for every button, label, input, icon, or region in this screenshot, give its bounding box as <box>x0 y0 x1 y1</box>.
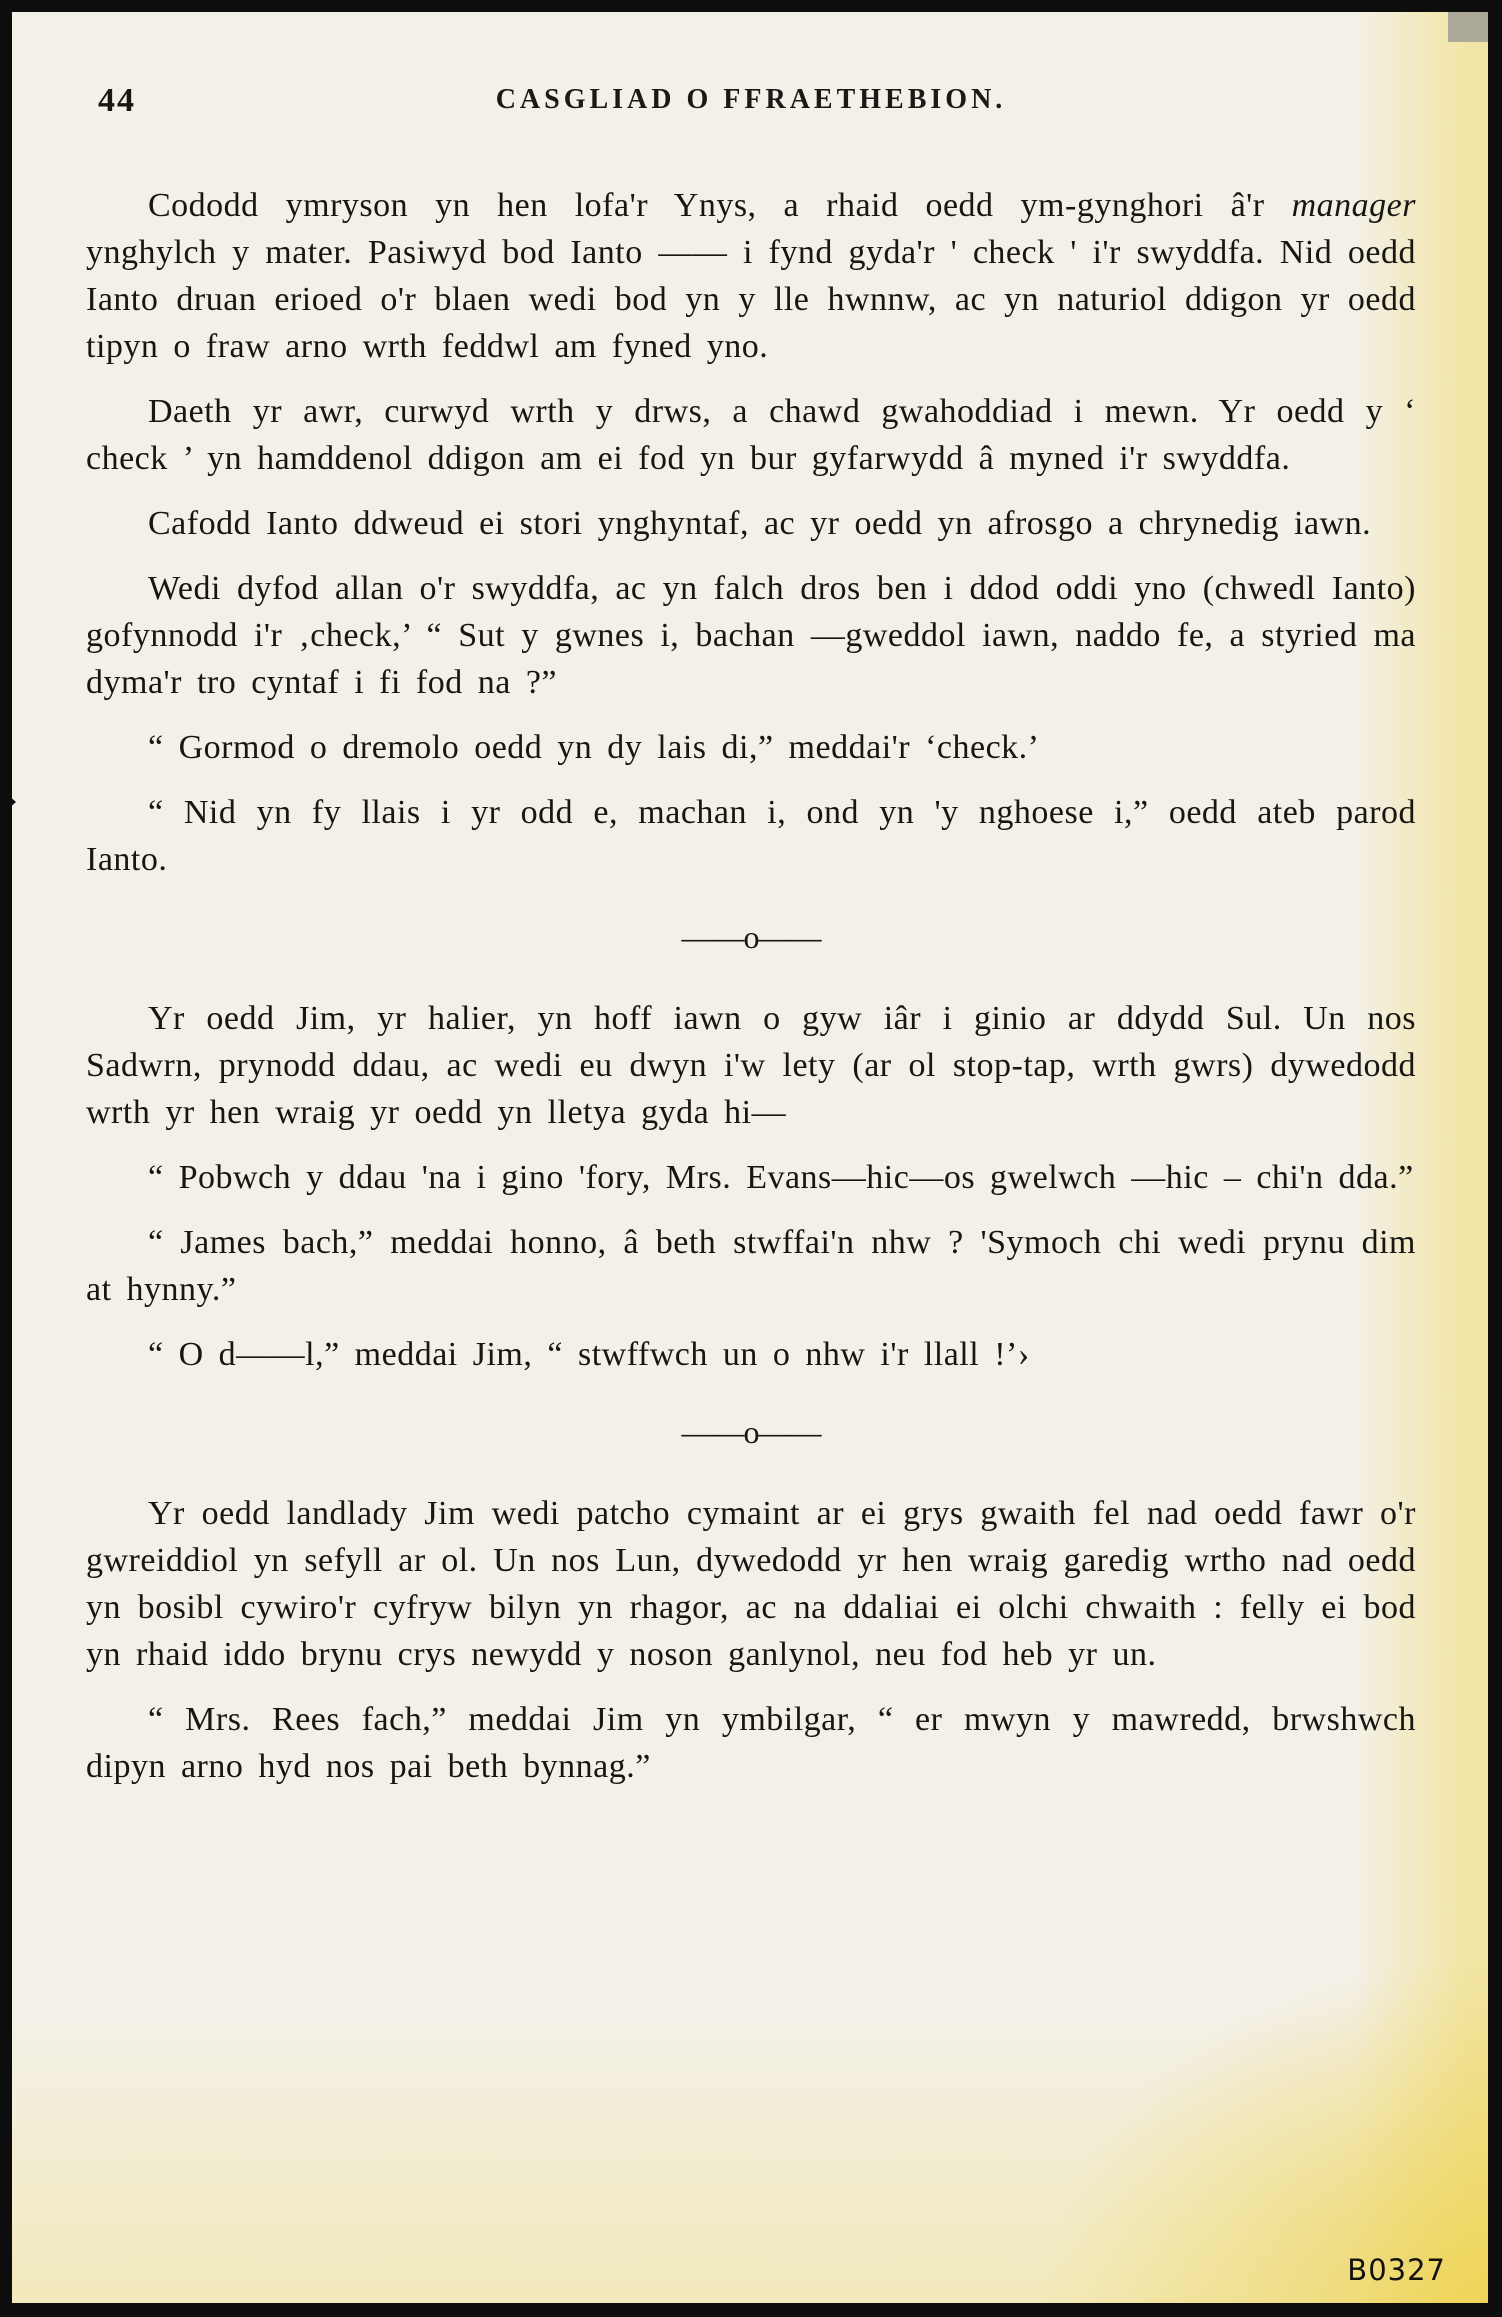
paragraph-1-text: Cododd ymryson yn hen lofa'r Ynys, a rhaid oedd ym-gynghori â'r <box>148 187 1292 224</box>
paragraph-1-text-after: ynghylch y mater. Pasiwyd bod Ianto —— i fynd gyda'r ' check ' i'r swyddfa. Nid oedd Ianto druan erioed o'r blaen wedi bod yn y lle hwnnw, ac yn naturiol ddigon yr oedd tipyn o fraw arno wrth feddwl am fyned yno. <box>86 234 1416 365</box>
paragraph-8: “ Pobwch y ddau 'na i gino 'fory, Mrs. Evans—hic—os gwelwch —hic – chi'n dda.” <box>148 1159 1414 1196</box>
page-number: 44 <box>98 82 136 119</box>
paragraph-3: Cafodd Ianto ddweud ei stori ynghyntaf, ac yr oedd yn afrosgo a chrynedig iawn. <box>148 505 1372 542</box>
paragraph-6: “ Nid yn fy llais i yr odd e, machan i, ond yn 'y nghoese i,” oedd ateb parod Ianto. <box>86 794 1416 878</box>
paragraph-10: “ O d——l,” meddai Jim, “ stwffwch un o nhw i'r llall !’› <box>148 1336 1030 1373</box>
section-divider-2: ——o—— <box>681 1414 821 1450</box>
page-header <box>86 78 1416 130</box>
paragraph-2: Daeth yr awr, curwyd wrth y drws, a chawd gwahoddiad i mewn. Yr oedd y ‘ check ’ yn hamddenol ddigon am ei fod yn bur gyfarwydd â myned i'r swyddfa. <box>86 393 1416 477</box>
scan-artifact <box>1448 12 1488 42</box>
paragraph-12: “ Mrs. Rees fach,” meddai Jim yn ymbilgar, “ er mwyn y mawredd, brwshwch dipyn arno hyd nos pai beth bynnag.” <box>86 1701 1416 1785</box>
running-title: CASGLIAD O FFRAETHEBION. <box>495 84 1007 115</box>
paragraph-7: Yr oedd Jim, yr halier, yn hoff iawn o gyw iâr i ginio ar ddydd Sul. Un nos Sadwrn, prynodd ddau, ac wedi eu dwyn i'w lety (ar ol stop-tap, wrth gwrs) dywedodd wrth yr hen wraig yr oedd yn lletya gyda hi— <box>86 1000 1416 1131</box>
paragraph-9: “ James bach,” meddai honno, â beth stwffai'n nhw ? 'Symoch chi wedi prynu dim at hynny.” <box>86 1224 1416 1308</box>
page-body <box>86 182 1416 1790</box>
scan-id-label: B0327 <box>1347 2253 1446 2287</box>
paragraph-5: “ Gormod o dremolo oedd yn dy lais di,” meddai'r ‘check.’ <box>148 729 1040 766</box>
paragraph-1 <box>86 182 1416 370</box>
paragraph-1-italic: manager <box>1291 187 1416 224</box>
book-page <box>12 12 1488 2303</box>
left-edge-marker <box>0 788 16 816</box>
paragraph-11: Yr oedd landlady Jim wedi patcho cymaint ar ei grys gwaith fel nad oedd fawr o'r gwreiddiol yn sefyll ar ol. Un nos Lun, dywedodd yr hen wraig garedig wrtho nad oedd yn bosibl cywiro'r cyfryw bilyn yn rhagor, ac na ddaliai ei olchi chwaith : felly ei bod yn rhaid iddo brynu crys newydd y noson ganlynol, neu fod heb yr un. <box>86 1495 1416 1673</box>
section-divider-1: ——o—— <box>681 919 821 955</box>
paragraph-4: Wedi dyfod allan o'r swyddfa, ac yn falch dros ben i ddod oddi yno (chwedl Ianto) gofynnodd i'r ‚check,’ “ Sut y gwnes i, bachan —gweddol iawn, naddo fe, a styried ma dyma'r tro cyntaf i fi fod na ?” <box>86 570 1416 701</box>
